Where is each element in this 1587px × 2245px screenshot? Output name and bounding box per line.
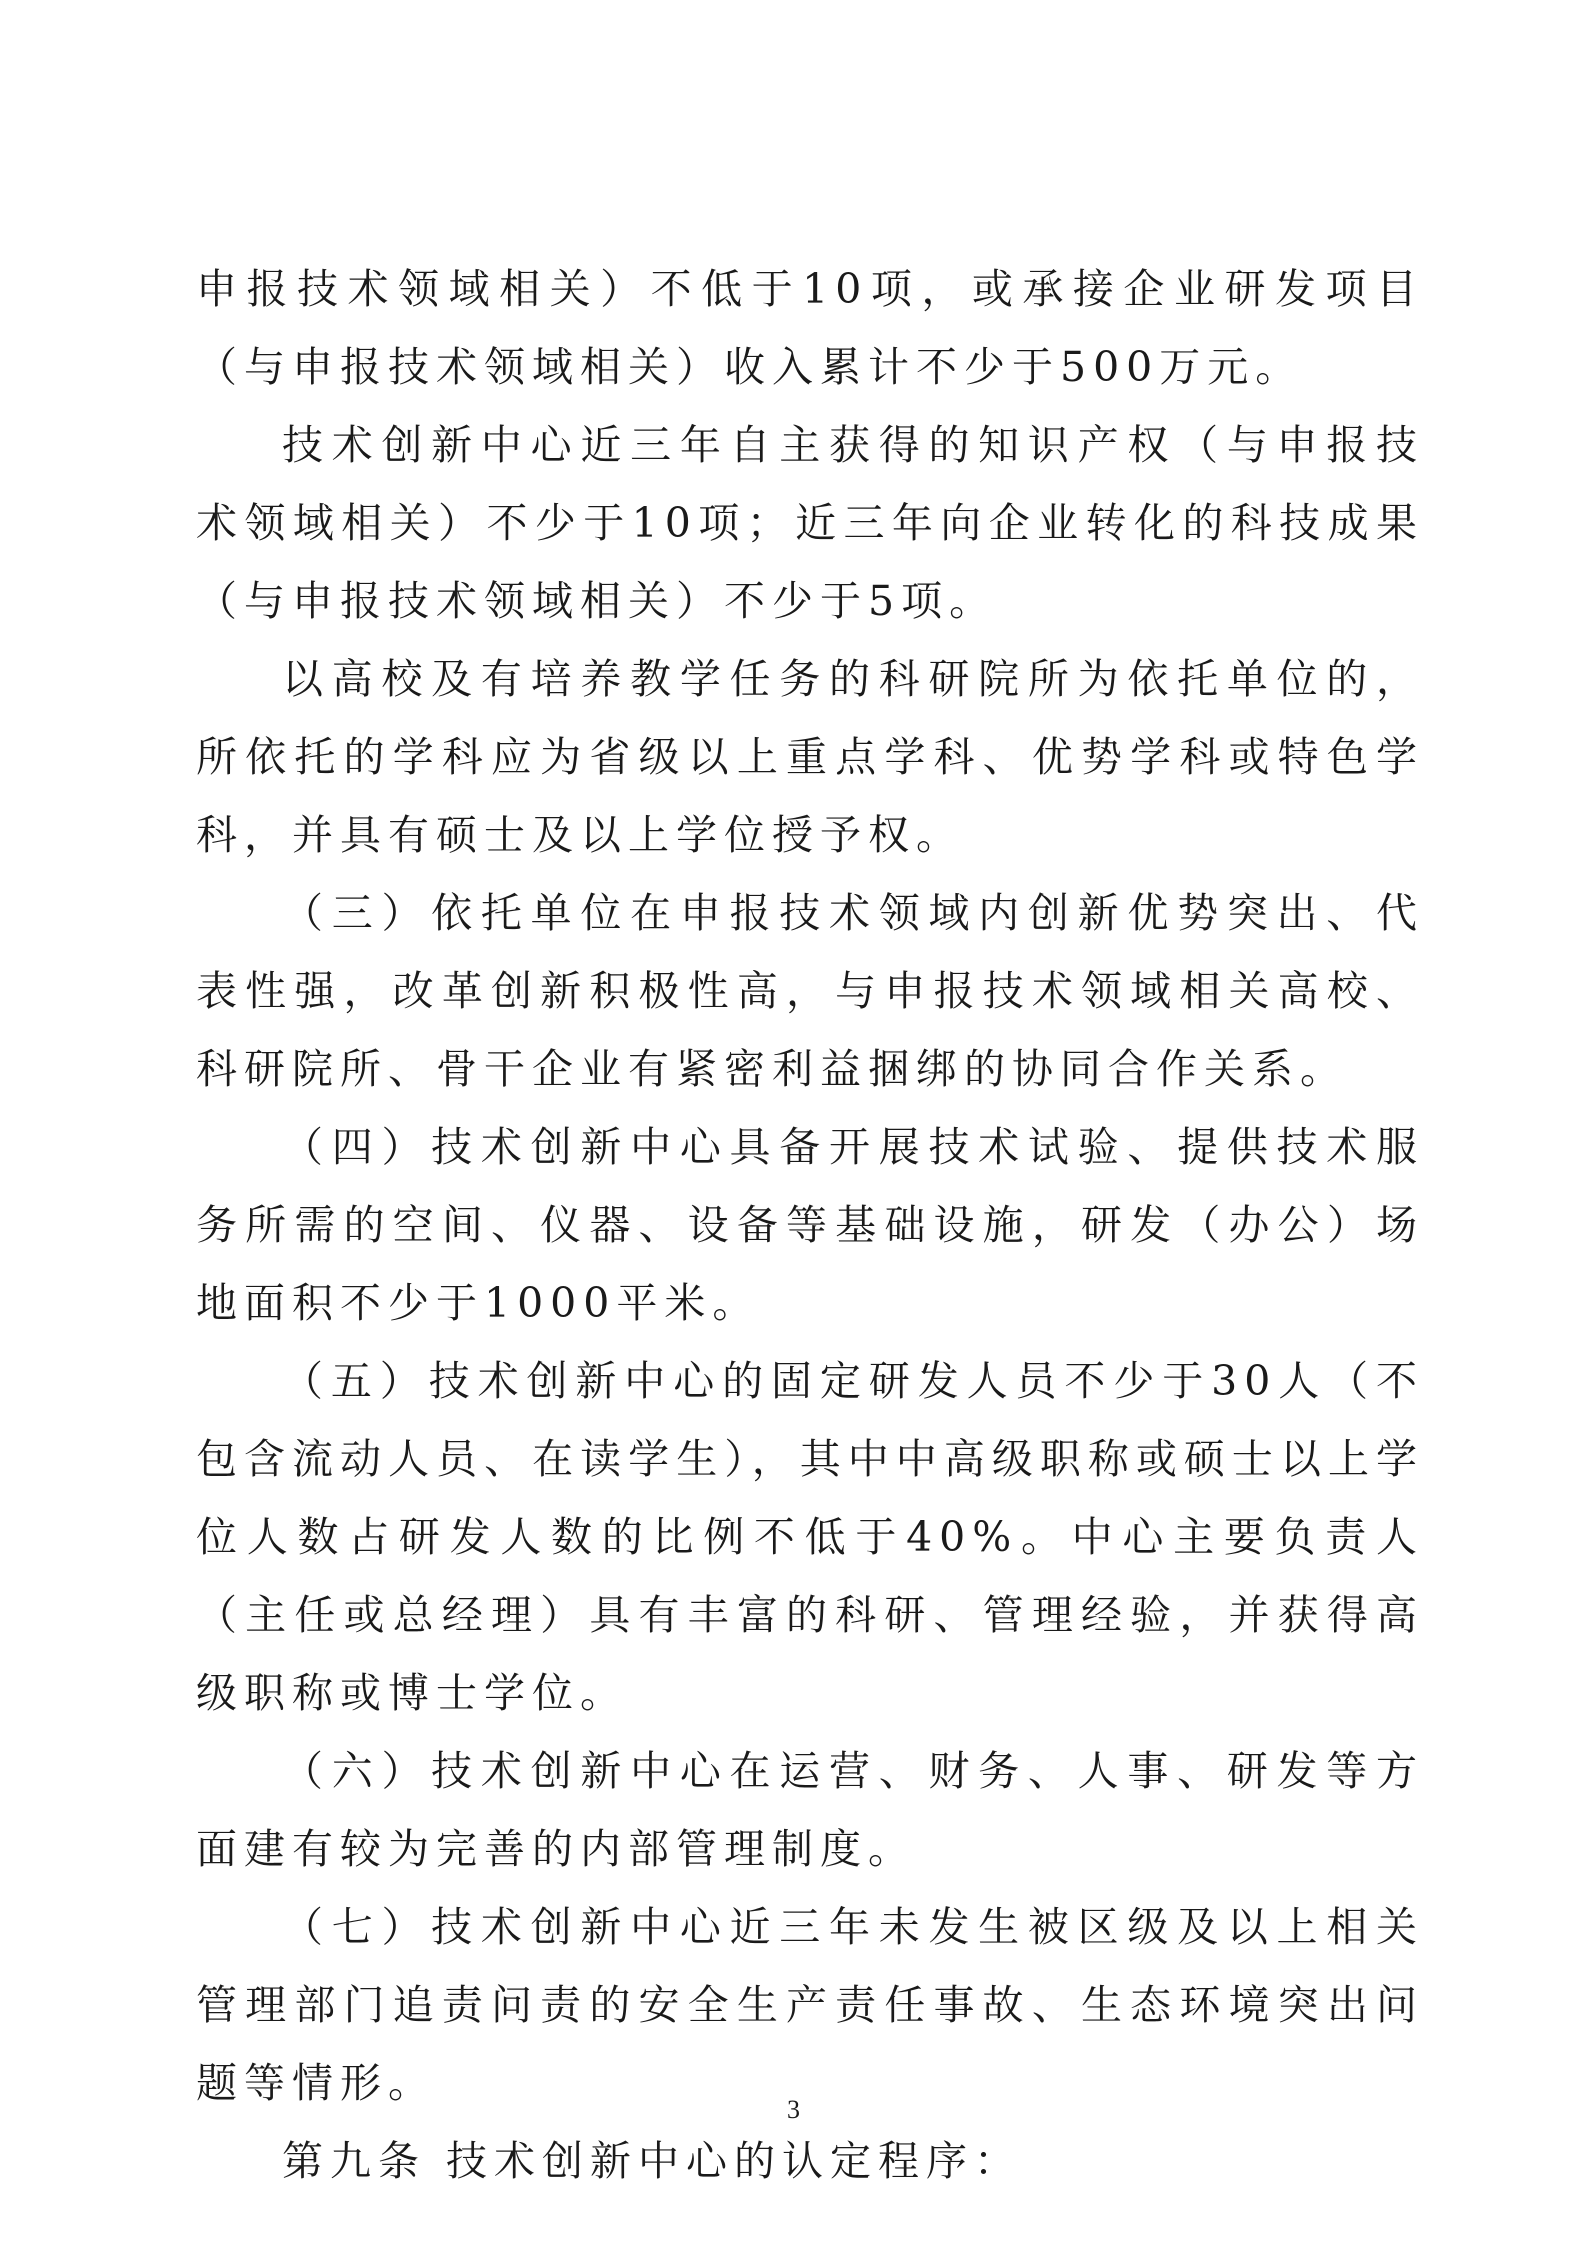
paragraph-continuation: 申报技术领域相关）不低于10项，或承接企业研发项目（与申报技术领域相关）收入累计不少于500万元。 <box>196 265 1424 391</box>
paragraph-university-discipline: 以高校及有培养教学任务的科研院所为依托单位的，所依托的学科应为省级以上重点学科、优势学科或特色学科，并具有硕士及以上学位授予权。 <box>196 655 1424 859</box>
paragraph-article-9: 第九条 技术创新中心的认定程序： <box>282 2137 1023 2185</box>
paragraph-item-3: （三）依托单位在申报技术领域内创新优势突出、代表性强，改革创新积极性高，与申报技术领域相关高校、科研院所、骨干企业有紧密利益捆绑的协同合作关系。 <box>196 889 1424 1093</box>
paragraph-item-4: （四）技术创新中心具备开展技术试验、提供技术服务所需的空间、仪器、设备等基础设施，研发（办公）场地面积不少于1000平米。 <box>196 1123 1424 1327</box>
paragraph-item-7: （七）技术创新中心近三年未发生被区级及以上相关管理部门追责问责的安全生产责任事故、生态环境突出问题等情形。 <box>196 1903 1424 2107</box>
page-number: 3 <box>787 2095 800 2124</box>
paragraph-ip-requirement: 技术创新中心近三年自主获得的知识产权（与申报技术领域相关）不少于10项；近三年向企业转化的科技成果（与申报技术领域相关）不少于5项。 <box>196 421 1424 625</box>
paragraph-item-6: （六）技术创新中心在运营、财务、人事、研发等方面建有较为完善的内部管理制度。 <box>196 1747 1424 1873</box>
paragraph-item-5: （五）技术创新中心的固定研发人员不少于30人（不包含流动人员、在读学生），其中中高级职称或硕士以上学位人数占研发人数的比例不低于40%。中心主要负责人（主任或总经理）具有丰富的科研、管理经验，并获得高级职称或博士学位。 <box>196 1357 1424 1717</box>
document-body <box>196 250 1424 2200</box>
